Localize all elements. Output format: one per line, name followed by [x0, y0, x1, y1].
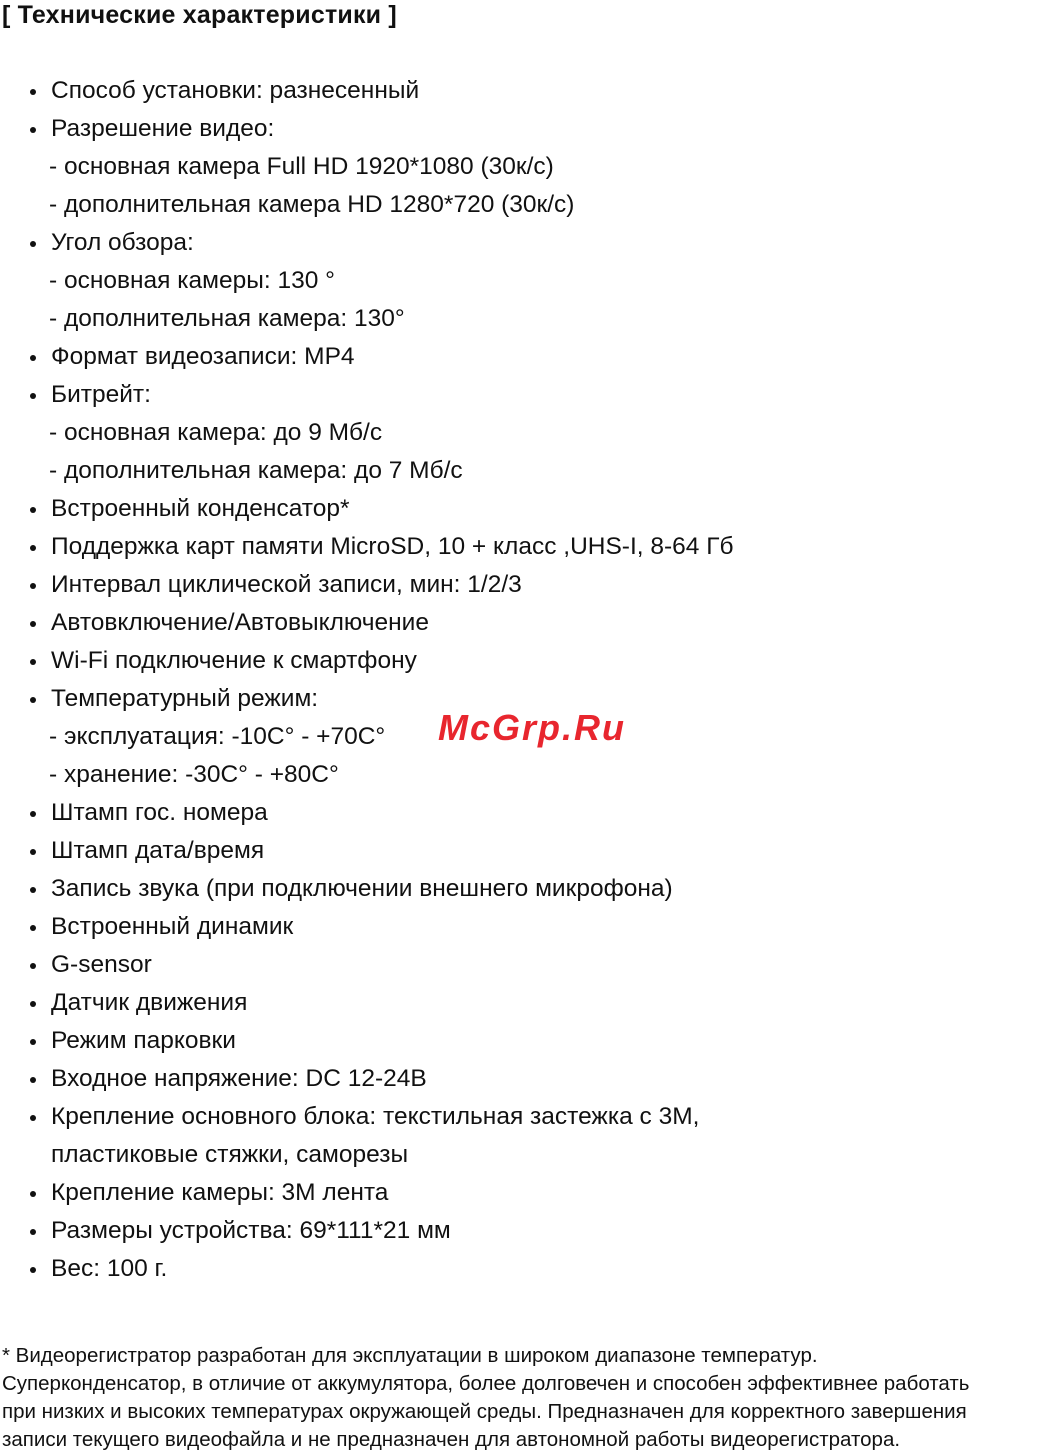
spec-item	[0, 908, 1064, 946]
spec-text: Поддержка карт памяти MicroSD, 10 + класс ,UHS-I, 8-64 Гб	[51, 533, 734, 560]
spec-subitem	[0, 452, 1064, 490]
spec-item	[0, 984, 1064, 1022]
bullet-icon	[30, 241, 36, 247]
spec-text: - основная камера Full HD 1920*1080 (30к/с)	[49, 153, 554, 180]
bullet-icon	[30, 127, 36, 133]
spec-item	[0, 794, 1064, 832]
spec-text: Встроенный динамик	[51, 913, 294, 940]
spec-item	[0, 566, 1064, 604]
spec-text: Битрейт:	[51, 381, 151, 408]
spec-subitem	[0, 414, 1064, 452]
spec-subitem	[0, 148, 1064, 186]
bullet-icon	[30, 1039, 36, 1045]
spec-item	[0, 1022, 1064, 1060]
spec-item	[0, 376, 1064, 414]
spec-item	[0, 224, 1064, 262]
spec-text: Режим парковки	[51, 1027, 236, 1054]
spec-item	[0, 1060, 1064, 1098]
spec-text: Крепление основного блока: текстильная застежка с 3М,	[51, 1103, 700, 1130]
bullet-icon	[30, 545, 36, 551]
spec-item	[0, 110, 1064, 148]
spec-subitem	[0, 186, 1064, 224]
spec-text: Температурный режим:	[51, 685, 319, 712]
spec-text: Формат видеозаписи: MP4	[51, 343, 355, 370]
spec-subitem	[0, 300, 1064, 338]
bullet-icon	[30, 1191, 36, 1197]
bullet-icon	[30, 1267, 36, 1273]
bullet-icon	[30, 1115, 36, 1121]
spec-text: Штамп гос. номера	[51, 799, 268, 826]
bullet-icon	[30, 697, 36, 703]
bullet-icon	[30, 583, 36, 589]
spec-text: Угол обзора:	[51, 229, 194, 256]
spec-text: Способ установки: разнесенный	[51, 77, 420, 104]
spec-text: Входное напряжение: DC 12-24B	[51, 1065, 427, 1092]
spec-item	[0, 72, 1064, 110]
spec-text: - дополнительная камера: 130°	[49, 305, 405, 332]
footnote-line: при низких и высоких температурах окружающей среды. Предназначен для корректного завершения	[2, 1400, 967, 1423]
spec-text: - дополнительная камера HD 1280*720 (30к/с)	[49, 191, 575, 218]
spec-item	[0, 1212, 1064, 1250]
spec-item	[0, 490, 1064, 528]
spec-list	[0, 72, 1064, 1288]
bullet-icon	[30, 1077, 36, 1083]
spec-text: - дополнительная камера: до 7 Мб/с	[49, 457, 463, 484]
bullet-icon	[30, 849, 36, 855]
spec-text: Wi-Fi подключение к смартфону	[51, 647, 417, 674]
footnote-line: записи текущего видеофайла и не предназначен для автономной работы видеорегистратора.	[2, 1428, 901, 1451]
footnote-line: * Видеорегистратор разработан для эксплуатации в широком диапазоне температур.	[2, 1344, 818, 1367]
bullet-icon	[30, 887, 36, 893]
spec-text: Разрешение видео:	[51, 115, 275, 142]
spec-text: Размеры устройства: 69*111*21 мм	[51, 1217, 451, 1244]
bullet-icon	[30, 621, 36, 627]
bullet-icon	[30, 963, 36, 969]
spec-text: Крепление камеры: 3М лента	[51, 1179, 389, 1206]
bullet-icon	[30, 89, 36, 95]
spec-item	[0, 642, 1064, 680]
spec-item	[0, 528, 1064, 566]
spec-text: Датчик движения	[51, 989, 248, 1016]
footnote	[2, 1342, 1064, 1454]
spec-item	[0, 1174, 1064, 1212]
spec-text: - основная камеры: 130 °	[49, 267, 335, 294]
spec-item	[0, 1098, 1064, 1136]
spec-text: Интервал циклической записи, мин: 1/2/3	[51, 571, 522, 598]
spec-item-continuation	[0, 1136, 1064, 1174]
bullet-icon	[30, 393, 36, 399]
bullet-icon	[30, 507, 36, 513]
spec-text: Автовключение/Автовыключение	[51, 609, 429, 636]
spec-text: Встроенный конденсатор*	[51, 495, 350, 522]
bullet-icon	[30, 811, 36, 817]
spec-subitem	[0, 756, 1064, 794]
spec-text: Вес: 100 г.	[51, 1255, 168, 1282]
spec-text: - основная камера: до 9 Мб/с	[49, 419, 383, 446]
bullet-icon	[30, 659, 36, 665]
spec-item	[0, 946, 1064, 984]
spec-item	[0, 1250, 1064, 1288]
bullet-icon	[30, 925, 36, 931]
spec-item	[0, 604, 1064, 642]
spec-subitem	[0, 262, 1064, 300]
bullet-icon	[30, 1001, 36, 1007]
spec-text: G-sensor	[51, 951, 152, 978]
spec-text: Запись звука (при подключении внешнего микрофона)	[51, 875, 673, 902]
footnote-line: Суперконденсатор, в отличие от аккумулятора, более долговечен и способен эффективнее работать	[2, 1372, 970, 1395]
spec-text: - хранение: -30С° - +80С°	[49, 761, 339, 788]
spec-item	[0, 338, 1064, 376]
spec-text: пластиковые стяжки, саморезы	[51, 1141, 409, 1168]
watermark-text: McGrp.Ru	[438, 707, 627, 748]
spec-item	[0, 870, 1064, 908]
spec-item	[0, 832, 1064, 870]
page-title: [ Технические характеристики ]	[2, 1, 397, 29]
bullet-icon	[30, 355, 36, 361]
spec-text: - эксплуатация: -10С° - +70С°	[49, 723, 386, 750]
bullet-icon	[30, 1229, 36, 1235]
spec-text: Штамп дата/время	[51, 837, 265, 864]
